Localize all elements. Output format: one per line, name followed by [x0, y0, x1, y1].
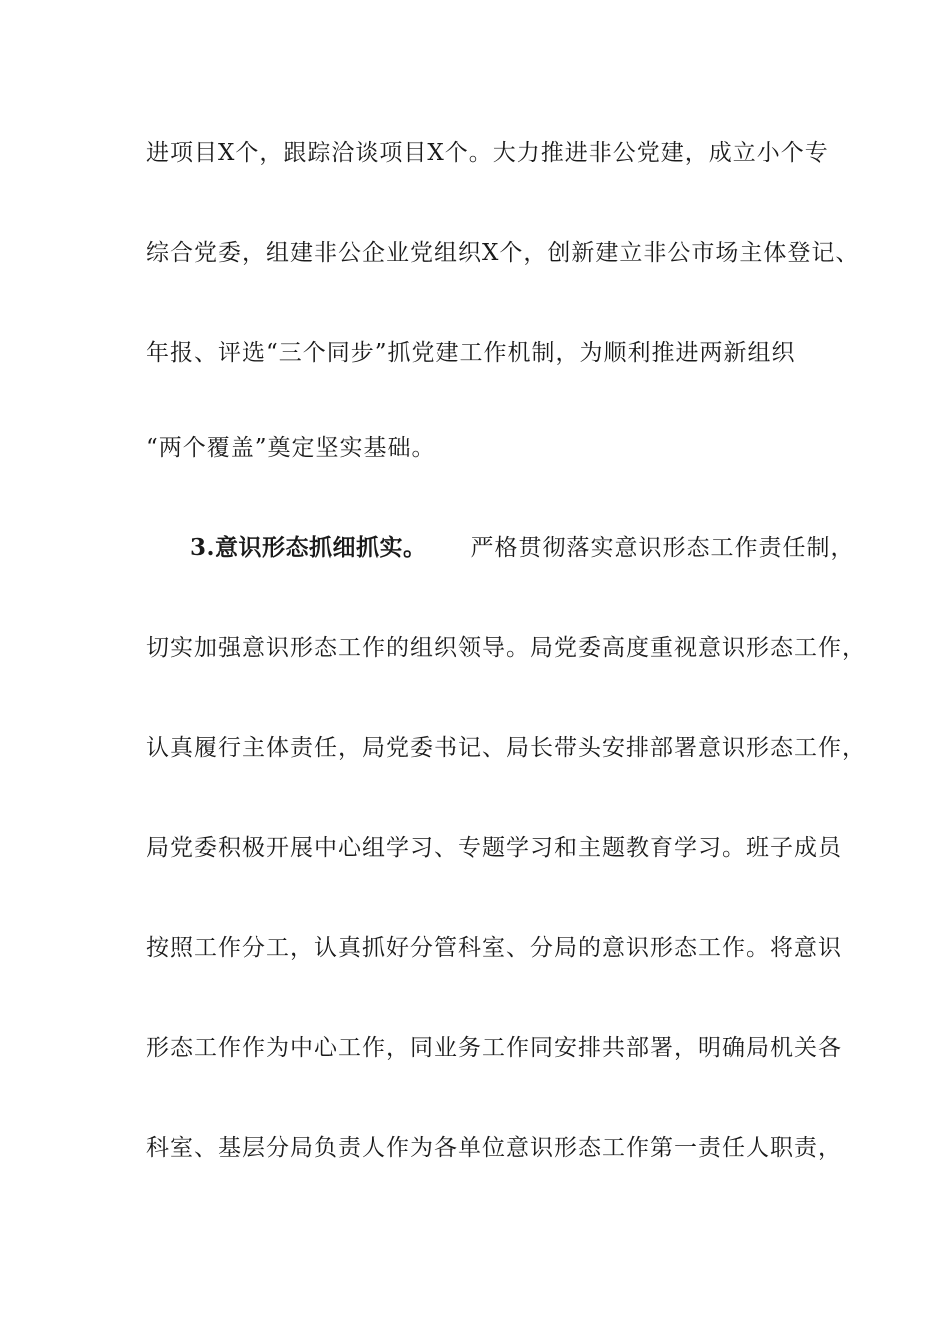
paragraph-line: 综合党委，组建非公企业党组织X个，创新建立非公市场主体登记、	[146, 240, 860, 266]
section-3-first-line	[190, 533, 855, 563]
paragraph-line: 按照工作分工，认真抓好分管科室、分局的意识形态工作。将意识	[146, 935, 842, 961]
paragraph-line: 进项目X个，跟踪洽谈项目X个。大力推进非公党建，成立小个专	[146, 140, 829, 166]
section-3-heading: 3.意识形态抓细抓实。	[190, 534, 427, 561]
paragraph-line: 认真履行主体责任，局党委书记、局长带头安排部署意识形态工作，	[146, 735, 866, 761]
paragraph-line: 局党委积极开展中心组学习、专题学习和主题教育学习。班子成员	[146, 835, 842, 861]
paragraph-line: 形态工作作为中心工作，同业务工作同安排共部署，明确局机关各	[146, 1035, 842, 1061]
paragraph-line: 切实加强意识形态工作的组织领导。局党委高度重视意识形态工作，	[146, 635, 866, 661]
paragraph-line: 年报、评选“三个同步”抓党建工作机制，为顺利推进两新组织	[146, 340, 796, 366]
section-3-first-text: 严格贯彻落实意识形态工作责任制，	[470, 535, 855, 561]
paragraph-line: “两个覆盖”奠定坚实基础。	[146, 435, 436, 461]
paragraph-line: 科室、基层分局负责人作为各单位意识形态工作第一责任人职责，	[146, 1135, 842, 1161]
